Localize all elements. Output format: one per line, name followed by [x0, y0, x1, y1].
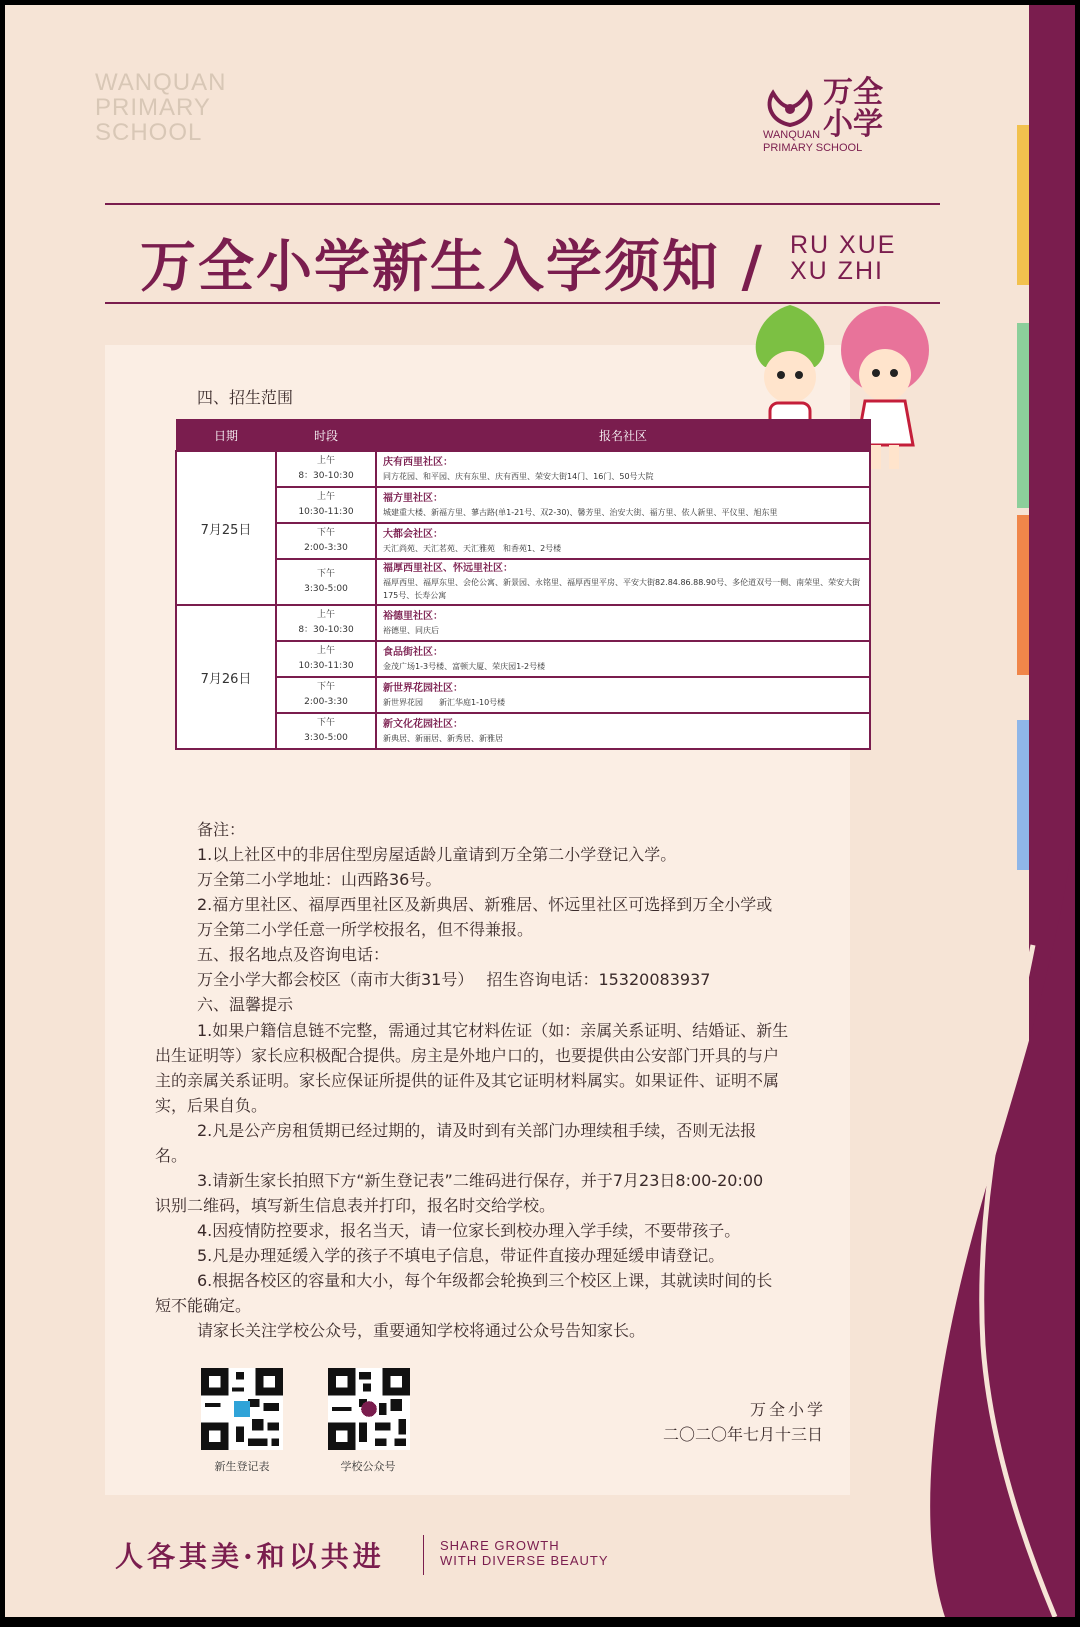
slot-cell: 下午 3:30-5:00: [276, 559, 376, 605]
note-line: 万全第二小学地址：山西路36号。: [197, 870, 442, 889]
title-rule-bottom: [105, 302, 940, 304]
table-row: [176, 487, 870, 523]
community-cell: 新世界花园社区： 新世界花园 新汇华庭1-10号楼: [376, 677, 870, 713]
slot-cell: 上午 10:30-11:30: [276, 487, 376, 523]
note-line: 1.以上社区中的非居住型房屋适龄儿童请到万全第二小学登记入学。: [197, 845, 677, 864]
date-cell: 7月25日: [176, 451, 276, 605]
section-5-heading: 五、报名地点及咨询电话：: [197, 945, 390, 964]
tip-line: 主的亲属关系证明。家长应保证所提供的证件及其它证明材料属实。如果证件、证明不属: [155, 1071, 780, 1090]
registration-qr-code[interactable]: [201, 1368, 283, 1450]
tip-line: 名。: [155, 1146, 188, 1165]
note-heading: 备注：: [197, 820, 246, 839]
page-title: 万全小学新生入学须知 /: [140, 235, 764, 300]
date-cell: 7月26日: [176, 605, 276, 749]
curve-decor: [905, 825, 1075, 1617]
logo-chinese: 万全 小学: [823, 75, 883, 142]
qr-caption: 学校公众号: [340, 1460, 396, 1473]
col-header-date: 日期: [176, 420, 276, 452]
community-cell: 福厚西里社区、怀远里社区： 福厚西里、福厚东里、会伦公寓、新景园、永铭里、福厚西里平房、平安大街82.84.86.88.90号、多伦道双号一侧、南荣里、荣安大街175号、长寿公寓: [376, 559, 870, 605]
signature-school: 万全小学: [750, 1400, 827, 1419]
tip-line: 1.如果户籍信息链不完整，需通过其它材料佐证（如：亲属关系证明、结婚证、新生: [197, 1021, 789, 1040]
table-row: [176, 677, 870, 713]
orange-stripe: [1017, 515, 1029, 675]
slogan-english: SHARE GROWTH WITH DIVERSE BEAUTY: [440, 1538, 609, 1568]
community-cell: 庆有西里社区： 同方花园、和平园、庆有东里、庆有西里、荣安大街14门、16门、50号大院: [376, 451, 870, 487]
tip-line: 实，后果自负。: [155, 1096, 268, 1115]
tip-line: 识别二维码，填写新生信息表并打印，报名时交给学校。: [155, 1196, 556, 1215]
tip-line: 请家长关注学校公众号，重要通知学校将通过公众号告知家长。: [197, 1321, 646, 1340]
location-contact-line: 万全小学大都会校区（南市大街31号） 招生咨询电话：15320083937: [197, 970, 711, 989]
table-header-row: [176, 420, 870, 452]
col-header-slot: 时段: [276, 420, 376, 452]
tip-line: 短不能确定。: [155, 1296, 252, 1315]
col-header-community: 报名社区: [376, 420, 870, 452]
table-row: [176, 451, 870, 487]
table-row: [176, 605, 870, 641]
tip-line: 6.根据各校区的容量和大小，每个年级都会轮换到三个校区上课，其就读时间的长: [197, 1271, 773, 1290]
brand-english: WANQUAN PRIMARY SCHOOL: [95, 69, 227, 146]
table-row: [176, 641, 870, 677]
title-rule-top: [105, 203, 940, 205]
green-stripe: [1017, 323, 1029, 508]
tip-line: 出生证明等）家长应积极配合提供。房主是外地户口的，也要提供由公安部门开具的与户: [155, 1046, 780, 1065]
community-cell: 食品街社区： 金茂广场1-3号楼、富顿大厦、荣庆园1-2号楼: [376, 641, 870, 677]
slot-cell: 下午 2:00-3:30: [276, 677, 376, 713]
tip-line: 4.因疫情防控要求，报名当天，请一位家长到校办理入学手续，不要带孩子。: [197, 1221, 741, 1240]
qr-caption: 新生登记表: [214, 1460, 270, 1473]
flower-emblem-icon: [763, 85, 817, 129]
tip-line: 5.凡是办理延缓入学的孩子不填电子信息，带证件直接办理延缓申请登记。: [197, 1246, 725, 1265]
enrollment-schedule-table: [175, 419, 871, 750]
community-cell: 新文化花园社区： 新典居、新丽居、新秀居、新雅居: [376, 713, 870, 749]
school-logo: [763, 77, 933, 165]
signature-date: 二〇二〇年七月十三日: [663, 1425, 824, 1444]
title-pinyin: RU XUE XU ZHI: [790, 231, 897, 285]
slot-cell: 上午 10:30-11:30: [276, 641, 376, 677]
tip-line: 2.凡是公产房租赁期已经过期的，请及时到有关部门办理续租手续，否则无法报: [197, 1121, 757, 1140]
wechat-account-qr-code[interactable]: [328, 1368, 410, 1450]
note-line: 2.福方里社区、福厚西里社区及新典居、新雅居、怀远里社区可选择到万全小学或: [197, 895, 773, 914]
community-cell: 福方里社区： 城建重大楼、新福方里、蓼古路(单1-21号、双2-30)、馨芳里、治安大街、福方里、依人新里、平仪里、旭东里: [376, 487, 870, 523]
poster: [5, 5, 1075, 1617]
slot-cell: 下午 3:30-5:00: [276, 713, 376, 749]
section-4-heading: 四、招生范围: [197, 388, 294, 407]
community-cell: 裕德里社区： 裕德里、同庆后: [376, 605, 870, 641]
slot-cell: 上午 8：30-10:30: [276, 605, 376, 641]
table-row: [176, 559, 870, 605]
community-cell: 大都会社区： 天汇尚苑、天汇茗苑、天汇雅苑 和香苑1、2号楼: [376, 523, 870, 559]
table-row: [176, 713, 870, 749]
note-line: 万全第二小学任意一所学校报名，但不得兼报。: [197, 920, 534, 939]
section-6-heading: 六、温馨提示: [197, 995, 294, 1014]
table-row: [176, 523, 870, 559]
tip-line: 3.请新生家长拍照下方“新生登记表”二维码进行保存，并于7月23日8:00-20:00: [197, 1171, 764, 1190]
slot-cell: 下午 2:00-3:30: [276, 523, 376, 559]
yellow-stripe: [1017, 125, 1029, 285]
school-slogan: 人各其美·和以共进: [115, 1540, 385, 1573]
logo-english: WANQUAN PRIMARY SCHOOL: [763, 129, 863, 154]
slogan-divider: [423, 1535, 424, 1575]
slot-cell: 上午 8：30-10:30: [276, 451, 376, 487]
